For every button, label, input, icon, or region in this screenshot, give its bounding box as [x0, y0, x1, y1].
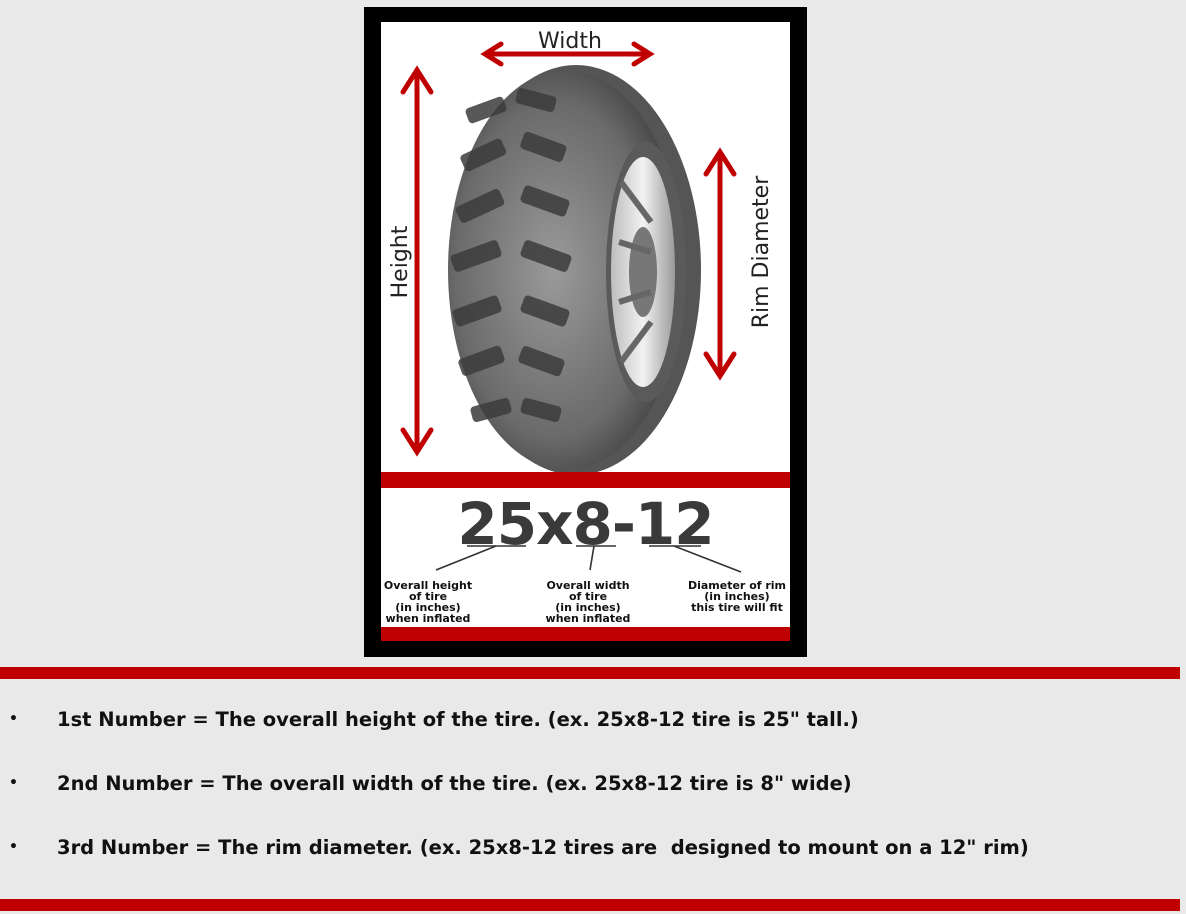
- list-item: [0, 836, 1186, 866]
- list-item-text: 3rd Number = The rim diameter. (ex. 25x8-12 tires are designed to mount on a 12" rim): [57, 836, 1029, 859]
- list-item-text: 1st Number = The overall height of the tire. (ex. 25x8-12 tire is 25" tall.): [57, 708, 859, 731]
- tire-size-code: 25x8-12: [457, 490, 714, 558]
- list-item: [0, 708, 1186, 738]
- bullet-icon: •: [9, 711, 18, 727]
- rim-diameter-label: Rim Diameter: [749, 175, 774, 329]
- callout-height: Overall height of tire (in inches) when inflated: [383, 579, 473, 625]
- width-label: Width: [538, 29, 602, 54]
- bullet-icon: •: [9, 775, 18, 791]
- diagram-top-bar: [381, 472, 790, 488]
- tire-size-diagram: [381, 22, 790, 641]
- tire-icon: [448, 65, 701, 475]
- section-divider-bottom: [0, 899, 1180, 911]
- height-label: Height: [388, 225, 413, 299]
- rim-diameter-arrow-icon: [706, 152, 734, 376]
- list-item: [0, 772, 1186, 802]
- diagram-bottom-bar: [381, 627, 790, 641]
- bullet-icon: •: [9, 839, 18, 855]
- callout-width: Overall width of tire (in inches) when inflated: [545, 579, 631, 625]
- callout-rim: Diameter of rim (in inches) this tire will fit: [687, 579, 787, 614]
- section-divider-top: [0, 667, 1180, 679]
- list-item-text: 2nd Number = The overall width of the tire. (ex. 25x8-12 tire is 8" wide): [57, 772, 852, 795]
